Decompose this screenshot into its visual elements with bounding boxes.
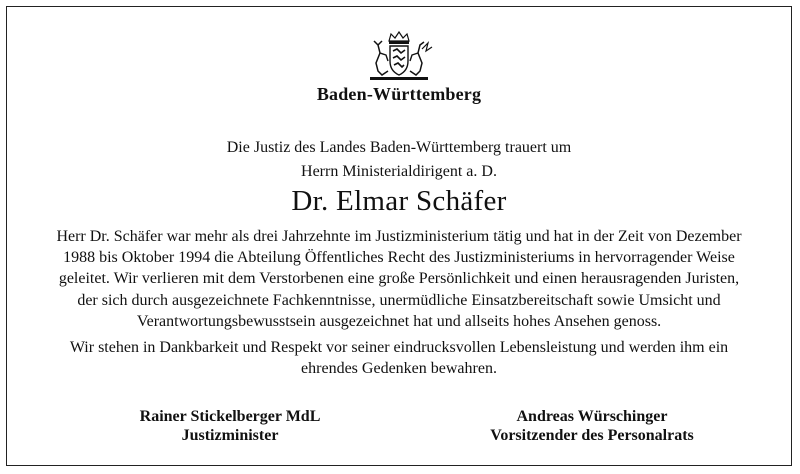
coat-of-arms-icon xyxy=(362,31,436,83)
signature-name: Andreas Würschinger xyxy=(516,408,668,425)
obituary-notice xyxy=(6,6,792,466)
signature-block-minister xyxy=(115,407,345,445)
signature-role: Vorsitzender des Personalrats xyxy=(490,427,694,444)
closing-paragraph: Wir stehen in Dankbarkeit und Respekt vor seiner eindrucksvollen Lebensleistung und werden ihm ein ehrendes Gedenken bewahren. xyxy=(69,339,729,378)
signature-name: Rainer Stickelberger MdL xyxy=(139,408,321,425)
signature-block-personalrat xyxy=(467,407,717,445)
intro-line: Die Justiz des Landes Baden-Württemberg trauert um xyxy=(226,139,572,156)
signature-role: Justizminister xyxy=(181,427,279,444)
deceased-name: Dr. Elmar Schäfer xyxy=(291,185,507,217)
state-name: Baden-Württemberg xyxy=(316,84,482,104)
title-line: Herrn Ministerialdirigent a. D. xyxy=(301,163,497,180)
body-paragraph: Herr Dr. Schäfer war mehr als drei Jahrzehnte im Justizministerium tätig und hat in der Zeit von Dezember 1988 bis Oktober 1994 die Abteilung Öffentliches Recht des Justizministeriums in hervorragender Weise geleitet. Wir verlieren mit dem Verstorbenen eine große Persönlichkeit und einen herausragenden Juristen, der sich durch ausgezeichnete Fachkenntnisse, unermüdliche Einsatzbereitschaft sowie Umsicht und Verantwortungsbewusstsein ausgezeichnet hat und allseits hohes Ansehen genoss. xyxy=(56,228,742,330)
